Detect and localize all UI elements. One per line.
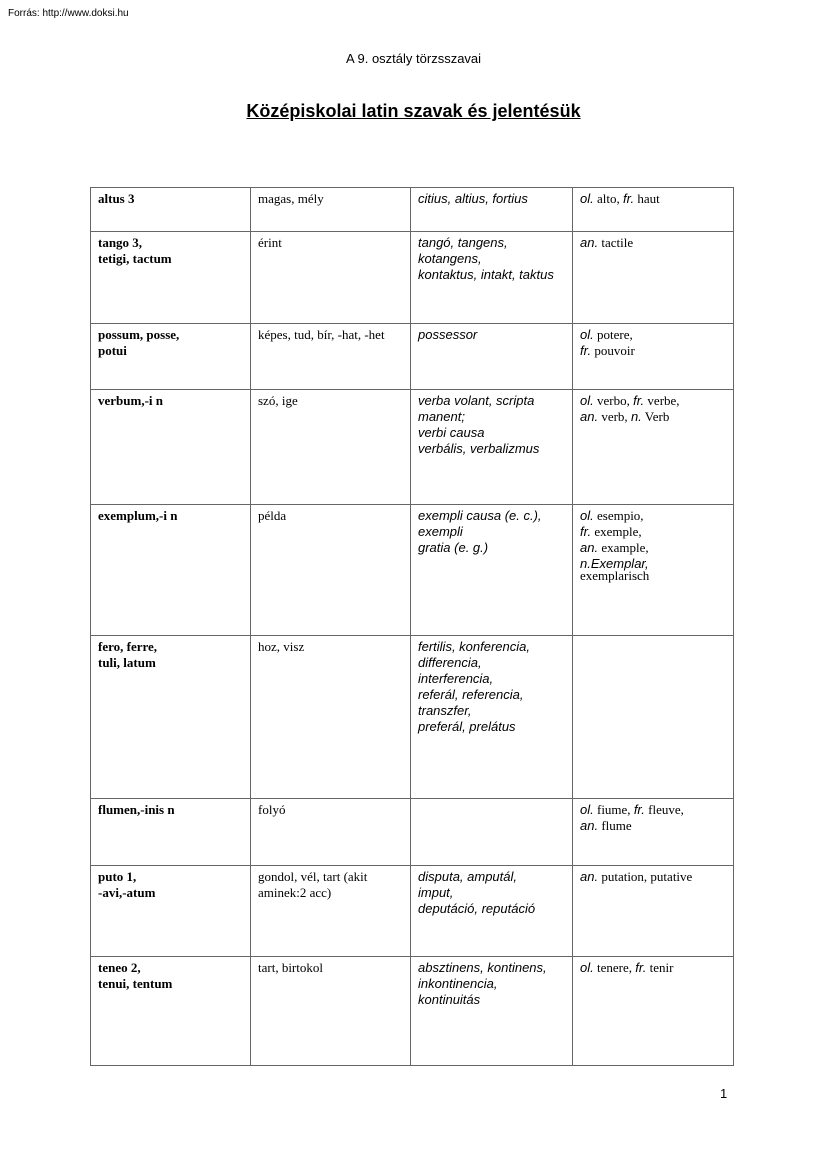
language-abbreviation: fr.: [622, 191, 635, 206]
foreign-word: haut: [634, 191, 660, 206]
page-subtitle: A 9. osztály törzsszavai: [345, 51, 482, 66]
foreign-equivalents-cell: [573, 232, 734, 324]
cell-line: [580, 191, 726, 207]
cell-line: gratia (e. g.): [418, 540, 489, 555]
latin-word-cell: [91, 188, 251, 232]
table-row: [91, 232, 734, 324]
cell-line: fero, ferre,: [98, 639, 158, 654]
derivatives-cell: [411, 188, 573, 232]
cell-line: puto 1,: [98, 869, 137, 884]
cell-line: potui: [98, 343, 127, 358]
table-row: [91, 324, 734, 390]
cell-line: verbum,-i n: [98, 393, 163, 408]
language-abbreviation: an.: [580, 869, 599, 884]
foreign-word: putation, putative: [598, 869, 693, 884]
language-abbreviation: ol.: [580, 960, 594, 975]
cell-line: disputa, amputál,: [418, 869, 518, 884]
cell-line: deputáció, reputáció: [418, 901, 536, 916]
language-abbreviation: fr.: [633, 802, 645, 817]
cell-line: [580, 235, 726, 251]
cell-line: [580, 409, 726, 425]
cell-line: differencia,: [418, 655, 482, 670]
foreign-word: exemple,: [591, 524, 642, 539]
foreign-word: esempio,: [593, 508, 644, 523]
foreign-equivalents-cell: [573, 324, 734, 390]
foreign-equivalents-cell: [573, 505, 734, 636]
foreign-word: tactile: [598, 235, 634, 250]
cell-line: tetigi, tactum: [98, 251, 172, 266]
derivatives-cell: [411, 957, 573, 1066]
foreign-word: tenir: [646, 960, 674, 975]
cell-line: exemplum,-i n: [98, 508, 178, 523]
latin-word-cell: [91, 799, 251, 866]
meaning-cell: [251, 232, 411, 324]
cell-line: verbi causa: [418, 425, 485, 440]
cell-line: folyó: [258, 802, 286, 817]
latin-word-cell: [91, 324, 251, 390]
cell-line: tart, birtokol: [258, 960, 323, 975]
meaning-cell: [251, 324, 411, 390]
meaning-cell: [251, 636, 411, 799]
latin-word-cell: [91, 957, 251, 1066]
cell-line: példa: [258, 508, 287, 523]
cell-line: [580, 802, 726, 818]
source-note: Forrás: http://www.doksi.hu: [8, 8, 129, 19]
cell-line: possum, posse,: [98, 327, 180, 342]
page-number: 1: [720, 1086, 728, 1101]
table-row: [91, 505, 734, 636]
table-row: [91, 636, 734, 799]
foreign-equivalents-cell: [573, 390, 734, 505]
cell-line: manent;: [418, 409, 465, 424]
cell-line: citius, altius, fortius: [418, 191, 528, 206]
meaning-cell: [251, 188, 411, 232]
foreign-word: verbo,: [593, 393, 634, 408]
latin-word-cell: [91, 505, 251, 636]
cell-line: [580, 540, 726, 556]
derivatives-cell: [411, 866, 573, 957]
cell-line: magas, mély: [258, 191, 324, 206]
cell-line: [580, 960, 726, 976]
cell-line: possessor: [418, 327, 478, 342]
language-abbreviation: fr.: [635, 960, 647, 975]
cell-line: imput,: [418, 885, 454, 900]
cell-line: fertilis, konferencia,: [418, 639, 530, 654]
cell-line: hoz, visz: [258, 639, 305, 654]
table-row: [91, 188, 734, 232]
language-abbreviation: n.Exemplar,: [580, 556, 649, 571]
language-abbreviation: n.: [630, 409, 642, 424]
cell-line: inkontinencia,: [418, 976, 498, 991]
latin-word-cell: [91, 390, 251, 505]
cell-line: exempli causa (e. c.),: [418, 508, 542, 523]
derivatives-cell: [411, 232, 573, 324]
foreign-word: fiume,: [593, 802, 634, 817]
foreign-equivalents-cell: [573, 636, 734, 799]
foreign-word: Verb: [641, 409, 670, 424]
cell-line: [580, 327, 726, 343]
table-row: [91, 866, 734, 957]
foreign-word: exemplarisch: [580, 568, 650, 583]
table-row: [91, 957, 734, 1066]
cell-line: kontinuitás: [418, 992, 481, 1007]
cell-line: referál, referencia,: [418, 687, 524, 702]
cell-line: [580, 524, 726, 540]
derivatives-cell: [411, 390, 573, 505]
foreign-word: alto,: [593, 191, 623, 206]
cell-line: teneo 2,: [98, 960, 141, 975]
cell-line: verbális, verbalizmus: [418, 441, 540, 456]
foreign-equivalents-cell: [573, 188, 734, 232]
cell-line: [580, 869, 726, 885]
foreign-equivalents-cell: [573, 957, 734, 1066]
language-abbreviation: fr.: [580, 524, 592, 539]
vocabulary-table: [90, 187, 734, 1066]
latin-word-cell: [91, 866, 251, 957]
cell-line: kontaktus, intakt, taktus: [418, 267, 554, 282]
cell-line: verba volant, scripta: [418, 393, 535, 408]
table-row: [91, 390, 734, 505]
cell-line: tangó, tangens,: [418, 235, 508, 250]
derivatives-cell: [411, 505, 573, 636]
language-abbreviation: an.: [580, 409, 599, 424]
meaning-cell: [251, 866, 411, 957]
derivatives-cell: [411, 324, 573, 390]
language-abbreviation: an.: [580, 818, 599, 833]
cell-line: altus 3: [98, 191, 135, 206]
foreign-word: verb,: [598, 409, 631, 424]
cell-line: gondol, vél, tart (akit: [258, 869, 368, 884]
foreign-equivalents-cell: [573, 866, 734, 957]
language-abbreviation: an.: [580, 540, 599, 555]
foreign-word: flume: [598, 818, 632, 833]
language-abbreviation: an.: [580, 235, 599, 250]
cell-line: absztinens, kontinens,: [418, 960, 547, 975]
foreign-equivalents-cell: [573, 799, 734, 866]
language-abbreviation: ol.: [580, 393, 594, 408]
cell-line: interferencia,: [418, 671, 494, 686]
page-title: Középiskolai latin szavak és jelentésük: [246, 101, 581, 121]
foreign-word: potere,: [593, 327, 633, 342]
foreign-word: pouvoir: [591, 343, 635, 358]
cell-line: aminek:2 acc): [258, 885, 332, 900]
language-abbreviation: fr.: [633, 393, 645, 408]
language-abbreviation: ol.: [580, 327, 594, 342]
latin-word-cell: [91, 232, 251, 324]
table-row: [91, 799, 734, 866]
language-abbreviation: fr.: [580, 343, 592, 358]
derivatives-cell: [411, 799, 573, 866]
cell-line: kotangens,: [418, 251, 482, 266]
cell-line: tenui, tentum: [98, 976, 173, 991]
cell-line: [580, 569, 726, 583]
meaning-cell: [251, 505, 411, 636]
cell-line: [580, 818, 726, 834]
cell-line: tango 3,: [98, 235, 143, 250]
cell-line: [580, 508, 726, 524]
cell-line: [580, 343, 726, 359]
cell-line: tuli, latum: [98, 655, 156, 670]
cell-line: transzfer,: [418, 703, 472, 718]
foreign-word: verbe,: [644, 393, 680, 408]
cell-line: flumen,-inis n: [98, 802, 175, 817]
foreign-word: example,: [598, 540, 649, 555]
language-abbreviation: ol.: [580, 191, 594, 206]
derivatives-cell: [411, 636, 573, 799]
foreign-word: tenere,: [593, 960, 636, 975]
foreign-word: fleuve,: [644, 802, 684, 817]
cell-line: képes, tud, bír, -hat, -het: [258, 327, 385, 342]
cell-line: preferál, prelátus: [418, 719, 516, 734]
meaning-cell: [251, 390, 411, 505]
cell-line: szó, ige: [258, 393, 298, 408]
latin-word-cell: [91, 636, 251, 799]
language-abbreviation: ol.: [580, 802, 594, 817]
cell-line: exempli: [418, 524, 463, 539]
meaning-cell: [251, 799, 411, 866]
cell-line: -avi,-atum: [98, 885, 156, 900]
meaning-cell: [251, 957, 411, 1066]
cell-line: érint: [258, 235, 282, 250]
language-abbreviation: ol.: [580, 508, 594, 523]
cell-line: [580, 393, 726, 409]
